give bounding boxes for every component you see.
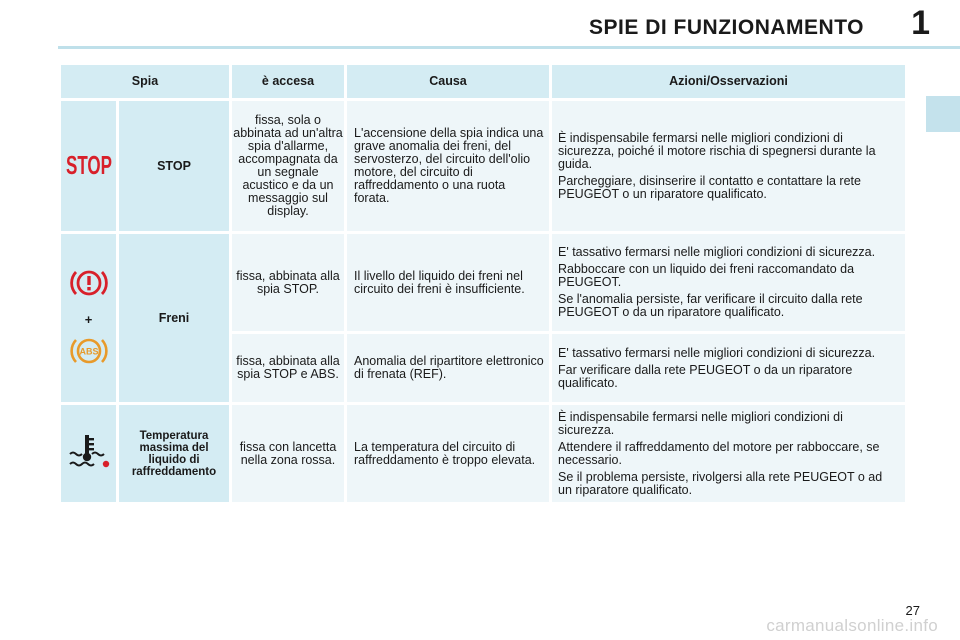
chapter-number: 1 [911,4,930,42]
cause-brakes-2: Anomalia del ripartitore elettronico di frenata (REF). [347,334,549,402]
column-header-causa: Causa [347,65,549,98]
action-item: Parcheggiare, disinserire il contatto e contattare la rete PEUGEOT o un riparatore qualificato. [558,173,861,201]
warning-lights-table [58,62,908,505]
coolant-icon-cell [61,405,116,502]
plus-sign: + [84,311,93,327]
table-row [61,234,905,331]
table-row [61,101,905,231]
action-item: E' tassativo fermarsi nelle migliori condizioni di sicurezza. [558,345,876,360]
actions-brakes-2 [552,334,905,402]
brake-icons-cell [61,234,116,402]
action-item: È indispensabile fermarsi nelle migliori condizioni di sicurezza, poiché il motore rischia di spegnersi durante la guida. [558,130,876,171]
lit-stop: fissa, sola o abbinata ad un'altra spia d'allarme, accompagnata da un segnale acustico e da un messaggio sul display. [232,101,344,231]
lit-brakes-2: fissa, abbinata alla spia STOP e ABS. [232,334,344,402]
column-header-spia: Spia [61,65,229,98]
table-row [61,405,905,502]
page-number: 27 [905,603,920,618]
stop-icon-cell [61,101,116,231]
abs-icon-text: ABS [78,346,99,356]
header-rule [58,46,960,49]
actions-brakes-1 [552,234,905,331]
action-item: E' tassativo fermarsi nelle migliori condizioni di sicurezza. [558,245,876,259]
table-header-row [61,65,905,98]
column-header-accesa: è accesa [232,65,344,98]
brake-warning-icon [69,266,109,300]
action-item: Se l'anomalia persiste, far verificare il circuito dalla rete PEUGEOT o da un riparatore qualificato. [558,292,863,319]
page-title: SPIE DI FUNZIONAMENTO [589,16,864,39]
column-header-azioni: Azioni/Osservazioni [552,65,905,98]
cause-brakes-1: Il livello del liquido dei freni nel circuito dei freni è insufficiente. [347,234,549,331]
action-item: Far verificare dalla rete PEUGEOT o da un riparatore qualificato. [558,362,853,390]
row-name-coolant: Temperatura massima del liquido di raffreddamento [119,405,229,502]
actions-stop [552,101,905,231]
coolant-temperature-icon [66,432,112,472]
stop-icon-text: STOP [65,149,112,180]
abs-icon [69,334,109,368]
cause-coolant: La temperatura del circuito di raffreddamento è troppo elevata. [347,405,549,502]
watermark: carmanualsonline.info [766,616,938,635]
lit-coolant: fissa con lancetta nella zona rossa. [232,405,344,502]
action-item: Attendere il raffreddamento del motore per rabboccare, se necessario. [558,439,880,467]
stop-warning-icon [65,149,113,180]
lit-brakes-1: fissa, abbinata alla spia STOP. [232,234,344,331]
action-item: Se il problema persiste, rivolgersi alla rete PEUGEOT o ad un riparatore qualificato. [558,469,883,497]
row-name-stop: STOP [119,101,229,231]
cause-stop: L'accensione della spia indica una grave anomalia dei freni, del servosterzo, del circuito dell'olio motore, del circuito di raffreddamento o una ruota forata. [347,101,549,231]
chapter-tab [926,96,960,132]
action-item: È indispensabile fermarsi nelle migliori condizioni di sicurezza. [558,409,843,437]
row-name-freni: Freni [119,234,229,402]
actions-coolant [552,405,905,502]
action-item: Rabboccare con un liquido dei freni raccomandato da PEUGEOT. [558,262,855,289]
